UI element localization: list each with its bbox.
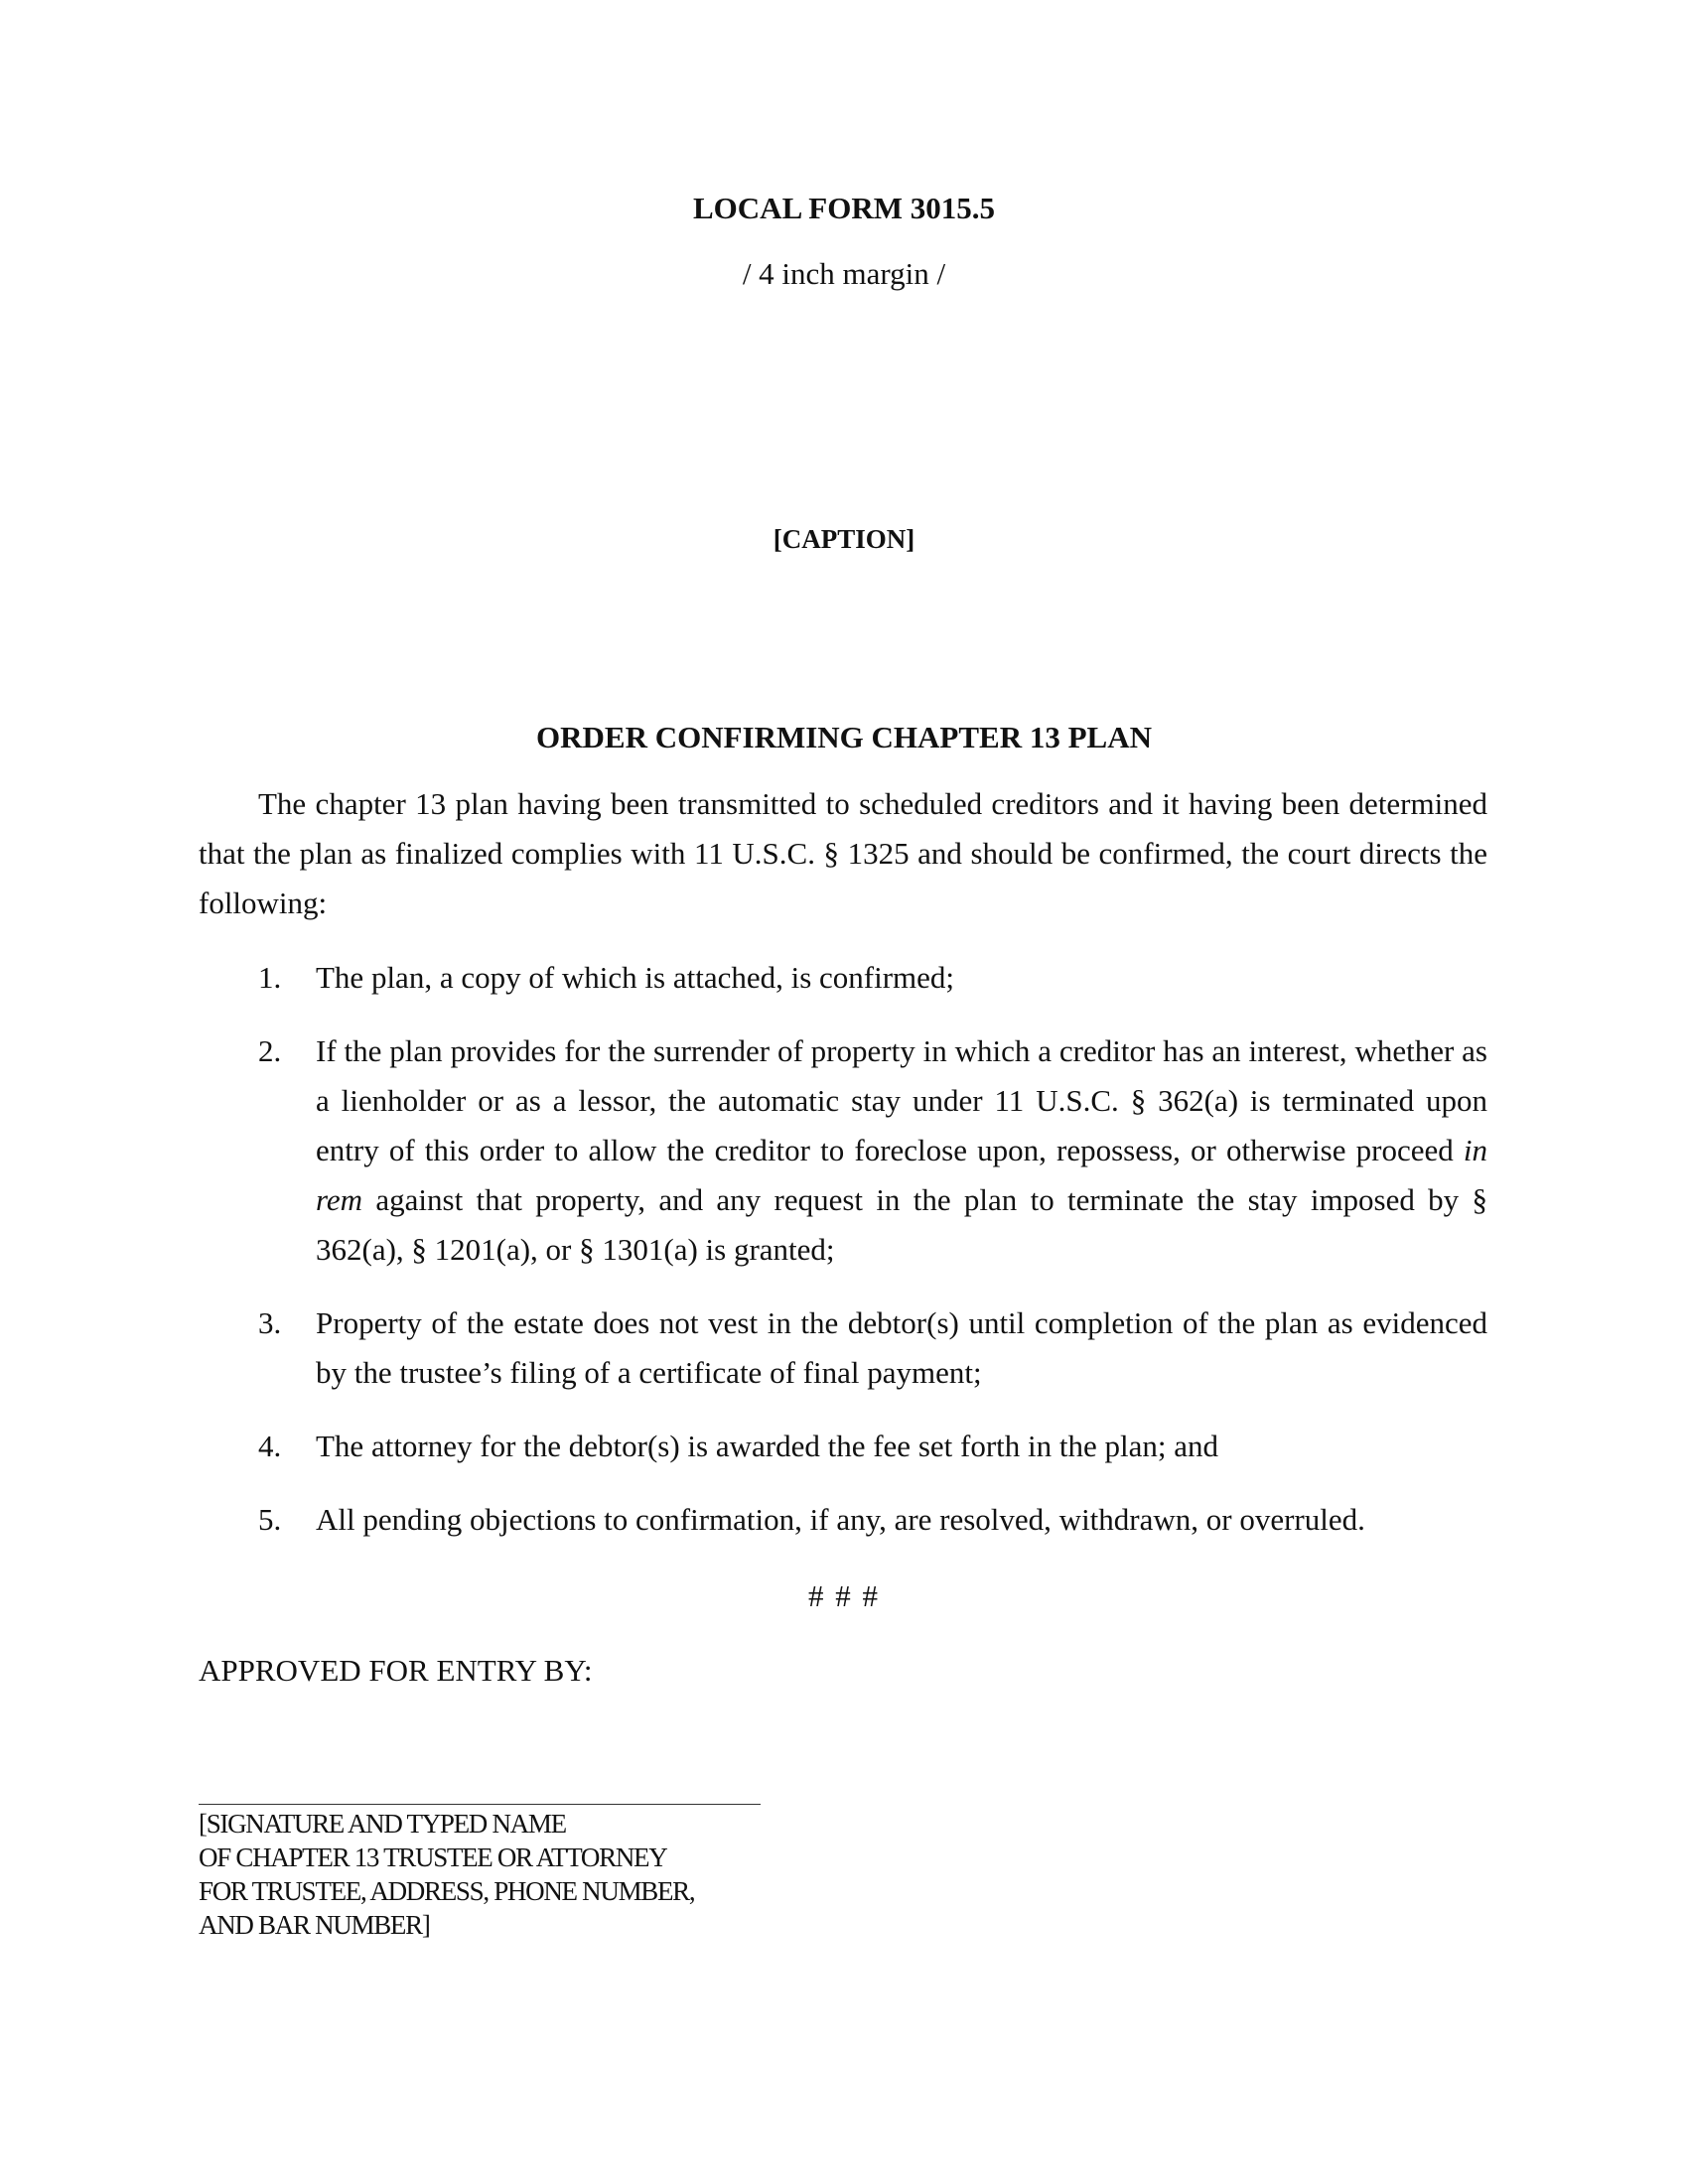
margin-note: / 4 inch margin / — [742, 256, 946, 291]
signature-block-line: AND BAR NUMBER] — [199, 1910, 430, 1940]
list-item — [199, 1422, 1487, 1471]
list-item-text-part: against that property, and any request in the plan to terminate the stay imposed by § 362(a), § 1201(a), or § 1301(a) is granted; — [316, 1182, 1487, 1267]
list-item — [199, 1026, 1487, 1275]
order-list — [199, 953, 1487, 1569]
list-item-text-part: If the plan provides for the surrender of property in which a creditor has an interest, whether as a lienholder or as a lessor, the automatic stay under 11 U.S.C. § 362(a) is terminated upon entry of this order to allow the creditor to foreclose upon, repossess, or otherwise proceed — [316, 1033, 1487, 1167]
list-item-number: 5. — [258, 1502, 282, 1537]
list-item-text: The plan, a copy of which is attached, is confirmed; — [316, 960, 955, 995]
list-item — [199, 953, 1487, 1003]
signature-block-line: [SIGNATURE AND TYPED NAME — [199, 1809, 566, 1839]
list-item — [199, 1495, 1487, 1545]
approved-for-entry-label: APPROVED FOR ENTRY BY: — [199, 1653, 593, 1688]
list-item-number: 3. — [258, 1305, 282, 1340]
list-item-number: 2. — [258, 1033, 282, 1068]
order-intro-paragraph: The chapter 13 plan having been transmitted to scheduled creditors and it having been determined that the plan as finalized complies with 11 U.S.C. § 1325 and should be confirmed, the court directs the following: — [199, 786, 1487, 920]
list-item-text: Property of the estate does not vest in the debtor(s) until completion of the plan as evidenced by the trustee’s filing of a certificate of final payment; — [316, 1305, 1487, 1390]
list-item-text: The attorney for the debtor(s) is awarded the fee set forth in the plan; and — [316, 1429, 1218, 1463]
list-item-number: 4. — [258, 1429, 282, 1463]
signature-line — [199, 1804, 761, 1805]
signature-block-line: OF CHAPTER 13 TRUSTEE OR ATTORNEY — [199, 1843, 667, 1872]
signature-block-line: FOR TRUSTEE, ADDRESS, PHONE NUMBER, — [199, 1876, 695, 1906]
signature-block — [199, 1807, 694, 1942]
caption-placeholder: [CAPTION] — [773, 524, 915, 554]
order-title: ORDER CONFIRMING CHAPTER 13 PLAN — [536, 720, 1152, 754]
form-title: LOCAL FORM 3015.5 — [693, 191, 995, 225]
list-item-text: All pending objections to confirmation, if any, are resolved, withdrawn, or overruled. — [316, 1502, 1365, 1537]
list-item-number: 1. — [258, 960, 282, 995]
end-mark: # # # — [808, 1578, 880, 1613]
list-item — [199, 1298, 1487, 1398]
list-item-text — [316, 1033, 1487, 1267]
in-rem-italic: in rem — [316, 1133, 1487, 1217]
